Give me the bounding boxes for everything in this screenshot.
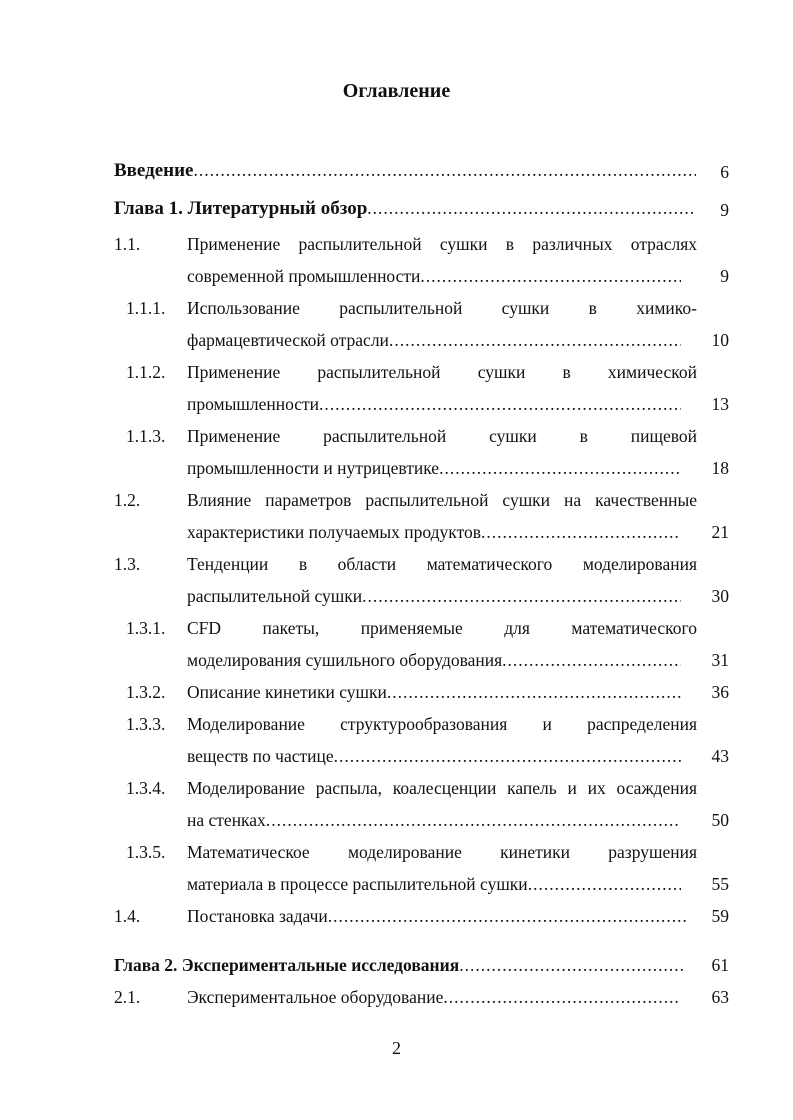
toc-entry-label: Глава 1. Литературный обзор [114,198,368,219]
toc-entry-line-1: Моделирование структурообразования и распределения [187,714,697,734]
toc-page-number: 9 [720,200,729,220]
toc-entry-line-1: Использование распылительной сушки в химико- [187,298,697,318]
toc-section-number: 1.1. [114,234,141,254]
dot-leader [439,458,681,479]
dot-leader [319,394,681,415]
toc-page-number: 43 [711,746,729,766]
toc-title: Оглавление [342,80,451,102]
dot-leader [420,266,681,287]
toc-page-number: 31 [711,650,729,670]
toc-page-number: 61 [711,955,729,975]
toc-entry-line-2: распылительной сушки [187,586,363,606]
dot-leader [389,330,681,351]
dot-leader [443,987,681,1008]
toc-section-number: 1.1.3. [126,426,166,446]
toc-entry-line-1: Постановка задачи [187,906,328,926]
dot-leader [367,198,696,219]
dot-leader [266,810,681,831]
dot-leader [328,906,687,927]
toc-section-number: 2.1. [114,987,141,1007]
toc-page-number: 13 [711,394,729,414]
toc-page-number: 50 [711,810,729,830]
toc-entry-line-2: материала в процессе распылительной сушки [187,874,528,894]
dot-leader [459,955,686,976]
toc-page-number: 18 [711,458,729,478]
toc-page-number: 10 [711,330,729,350]
toc-entry-line-1: Применение распылительной сушки в различных отраслях [187,234,697,254]
toc-entry-label: Глава 2. Экспериментальные исследования [114,955,460,975]
toc-entry-line-1: Применение распылительной сушки в пищевой [187,426,697,446]
toc-section-number: 1.4. [114,906,141,926]
toc-entry-line-1: Применение распылительной сушки в химической [187,362,697,382]
toc-page-number: 21 [711,522,729,542]
toc-section-number: 1.3.1. [126,618,166,638]
toc-section-number: 1.3.4. [126,778,166,798]
toc-entry-line-2: промышленности и нутрицевтике [187,458,440,478]
dot-leader [481,522,681,543]
toc-section-number: 1.1.2. [126,362,166,382]
toc-entry-line-1: Описание кинетики сушки [187,682,387,702]
toc-page-number: 63 [711,987,729,1007]
page-number: 2 [392,1038,401,1058]
toc-entry-line-1: Моделирование распыла, коалесценции капель и их осаждения [187,778,697,798]
dot-leader [528,874,681,895]
toc-entry-line-2: промышленности [187,394,320,414]
toc-section-number: 1.3.5. [126,842,166,862]
toc-page-number: 55 [711,874,729,894]
toc-page-number: 6 [720,162,729,182]
toc-section-number: 1.3.3. [126,714,166,734]
dot-leader [362,586,681,607]
toc-section-number: 1.3. [114,554,141,574]
toc-section-number: 1.1.1. [126,298,166,318]
dot-leader [387,682,681,703]
toc-page-number: 9 [720,266,729,286]
toc-entry-label: Введение [114,160,194,181]
toc-entry-line-1: Экспериментальное оборудование [187,987,444,1007]
toc-section-number: 1.3.2. [126,682,166,702]
toc-entry-line-1: Влияние параметров распылительной сушки на качественные [187,490,697,510]
toc-entry-line-2: фармацевтической отрасли [187,330,389,350]
toc-entry-line-2: характеристики получаемых продуктов [187,522,482,542]
dot-leader [334,746,681,767]
toc-entry-line-2: моделирования сушильного оборудования [187,650,503,670]
toc-page-number: 30 [711,586,729,606]
toc-entry-line-2: современной промышленности [187,266,421,286]
toc-page-number: 36 [711,682,729,702]
toc-entry-line-1: Тенденции в области математического моделирования [187,554,697,574]
toc-entry-line-1: CFD пакеты, применяемые для математического [187,618,697,638]
toc-section-number: 1.2. [114,490,141,510]
toc-entry-line-2: на стенках [187,810,266,830]
dot-leader [502,650,681,671]
toc-page-number: 59 [711,906,729,926]
toc-entry-line-1: Математическое моделирование кинетики разрушения [187,842,697,862]
toc-entry-line-2: веществ по частице [187,746,334,766]
dot-leader [194,160,697,181]
